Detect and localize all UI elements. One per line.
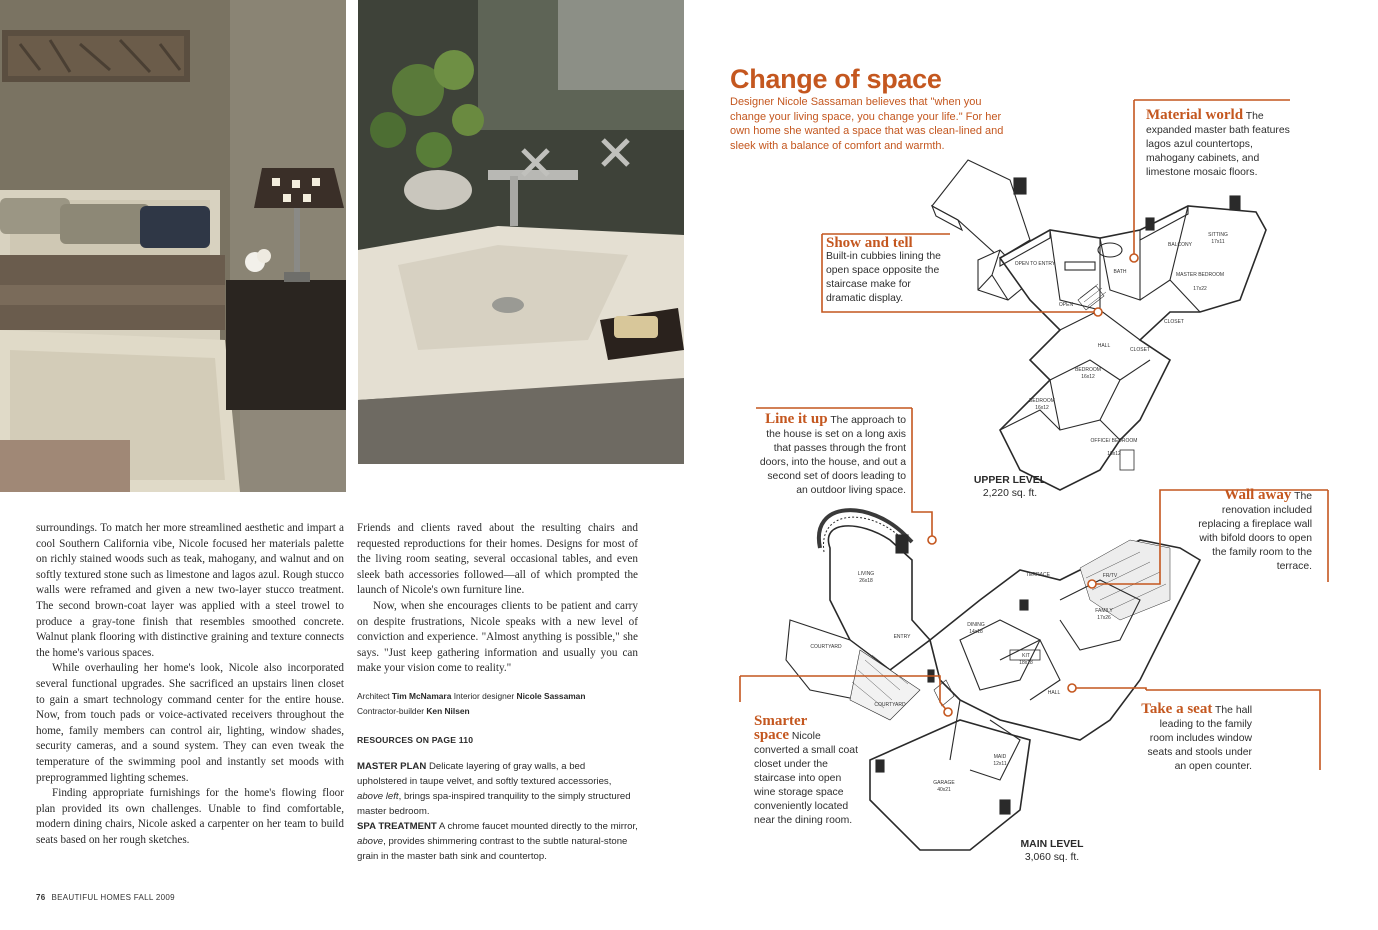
room-label: DINING: [967, 622, 985, 628]
level-size: 2,220 sq. ft.: [982, 488, 1038, 499]
main-level-label: [1002, 838, 1102, 864]
room-label: KIT: [1022, 653, 1030, 659]
upper-level-label: [960, 474, 1060, 500]
room-label: BEDROOM: [1029, 398, 1055, 404]
level-name: UPPER LEVEL: [973, 475, 1047, 486]
room-dimension: 14x18: [969, 629, 983, 635]
callout-title: Material world: [1146, 107, 1244, 123]
leader-line-it-up: [912, 408, 932, 540]
room-label: BALCONY: [1168, 242, 1192, 248]
callout-title: Take a seat: [1141, 701, 1213, 717]
room-dimension: 12x11: [993, 761, 1007, 767]
caption-text: Delicate layering of gray walls, a bed upholstered in taupe velvet, and softly textured accessories,: [357, 760, 612, 787]
caption-text: , brings spa-inspired tranquility to the simply structured master bedroom.: [357, 790, 631, 817]
callout-show-and-tell: [774, 236, 944, 306]
page-footer: [36, 893, 175, 902]
room-label: OPEN TO ENTRY: [1014, 261, 1056, 267]
room-label: FR/TV: [1102, 573, 1118, 579]
caption-master-plan: [357, 759, 638, 819]
caption-label: MASTER PLAN: [357, 760, 427, 772]
room-dimension: 16x12: [1081, 374, 1095, 380]
room-label: SITTING: [1208, 232, 1228, 238]
callout-wall-away: [1186, 488, 1312, 574]
callout-body: The expanded master bath features lagos azul countertops, mahogany cabinets, and limestone mosaic floors.: [1146, 111, 1290, 178]
room-dimension: 17x22: [1193, 286, 1207, 292]
room-label: TERRACE: [1026, 572, 1050, 578]
credits: [357, 689, 638, 719]
room-label: HALL: [1097, 343, 1111, 349]
room-label: ENTRY: [893, 634, 911, 640]
callout-body: Built-in cubbies lining the open space opposite the staircase make for dramatic display.: [826, 251, 941, 304]
builder-name: Ken Nilsen: [426, 705, 470, 716]
caption-text: A chrome faucet mounted directly to the mirror,: [438, 820, 638, 832]
deck-text: Designer Nicole Sassaman believes that "when you change your living space, you change your life." For her own home she wanted a space that was clean-lined and sleek with a balance of comfort and warmth.: [730, 96, 1004, 152]
callout-body: Nicole converted a small coat closet under the staircase into open wine storage space conveniently located near the dining room.: [754, 731, 858, 826]
room-label: BEDROOM: [1075, 367, 1101, 373]
room-label: HALL: [1047, 690, 1061, 696]
room-label: FAMILY: [1095, 608, 1113, 614]
paragraph: surroundings. To match her more streamlined aesthetic and impart a cool Southern California vibe, Nicole focused her materials palette on richly stained woods such as teak, mahogany, and walnut and on softly textured stone such as limestone and lagos azul. Rough stucco walls were reframed and given a new two-layer stucco treatment. The second brown-coat layer was applied with a steel trowel to produce a gray-tone finish that resembles smoothed concrete. Walnut plank flooring with distinctive graining and texture connects the home's various spaces.: [36, 522, 344, 659]
page-title: Change of space: [730, 64, 942, 94]
paragraph: Now, when she encourages clients to be patient and carry on despite frustrations, Nicole speaks with a new level of conviction and experience. "Almost anything is possible," she says. "Just keep gathering information and usually you can make your vision come to reality.": [357, 599, 638, 675]
page-number: 76: [36, 893, 46, 902]
callout-line-it-up: [756, 412, 906, 498]
designer-name: Nicole Sassaman: [516, 690, 586, 701]
builder-label: Contractor-builder: [357, 705, 425, 716]
designer-label: Interior designer: [453, 690, 515, 701]
room-label: COURTYARD: [874, 702, 906, 708]
credits-line-1: [357, 689, 638, 704]
article-column-middle: [357, 521, 638, 864]
callout-body: The renovation included replacing a fireplace wall with bifold doors to open the family room to the terrace.: [1198, 491, 1312, 572]
callout-take-a-seat: [1140, 702, 1252, 774]
room-dimension: 18x18: [1019, 660, 1033, 666]
bedroom-photo-art: [0, 0, 346, 492]
architect-label: Architect: [357, 690, 390, 701]
room-dimension: 26x18: [859, 578, 873, 584]
bathroom-photo: [358, 0, 684, 464]
bedroom-photo: [0, 0, 346, 492]
room-dimension: 17x26: [1097, 615, 1111, 621]
callout-title: Show and tell: [826, 235, 913, 251]
caption-reference: above: [357, 835, 384, 847]
level-size: 3,060 sq. ft.: [1024, 852, 1080, 863]
room-label: COURTYARD: [810, 644, 842, 650]
room-label: GARAGE: [933, 780, 955, 786]
room-label: LIVING: [857, 571, 875, 577]
room-dimension: 16x12: [1107, 451, 1121, 457]
room-label: MASTER BEDROOM: [1175, 272, 1225, 278]
room-label: OPEN: [1058, 302, 1074, 308]
room-label: CLOSET: [1163, 319, 1185, 325]
level-name: MAIN LEVEL: [1020, 839, 1084, 850]
caption-spa-treatment: [357, 819, 638, 864]
room-dimension: 40x21: [937, 787, 951, 793]
caption-text: , provides shimmering contrast to the subtle natural-stone grain in the master bath sink and countertop.: [357, 835, 628, 862]
callout-material-world: [1146, 108, 1296, 180]
callout-title: Smarter: [754, 713, 808, 729]
callout-title-2: space: [754, 727, 789, 743]
architect-name: Tim McNamara: [391, 690, 452, 701]
callout-title: Wall away: [1224, 487, 1292, 503]
callout-title: Line it up: [765, 411, 828, 427]
callout-body: The hall leading to the family room includes window seats and stools under an open counter.: [1147, 705, 1252, 772]
caption-reference: above left: [357, 790, 399, 802]
paragraph: Friends and clients raved about the resulting chairs and requested reproductions for their homes. Designs for most of the living room seating, several occasional tables, and even sleek bath accessories followed—all of which prompted the launch of Nicole's own furniture line.: [357, 522, 638, 597]
bathroom-photo-art: [358, 0, 684, 464]
room-dimension: 16x12: [1035, 405, 1049, 411]
caption-label: SPA TREATMENT: [357, 820, 437, 832]
credits-line-2: [357, 704, 638, 719]
room-label: CLOSET: [1129, 347, 1151, 353]
room-dimension: 17x11: [1211, 239, 1225, 245]
paragraph: Finding appropriate furnishings for the home's flowing floor plan provided its own challenges. Unable to find comfortable, modern dining chairs, Nicole asked a carpenter on her team to build seats based on her rough sketches.: [36, 787, 344, 846]
article-column-left: [36, 521, 344, 848]
callout-smarter-space: [754, 714, 862, 828]
callout-body: The approach to the house is set on a long axis that passes through the front doors, into the house, and out a second set of doors leading to an outdoor living space.: [759, 415, 906, 496]
room-label: MAID: [993, 754, 1007, 760]
publication-name: BEAUTIFUL HOMES FALL 2009: [51, 893, 175, 902]
room-label: OFFICE/ BEDROOM: [1090, 438, 1138, 444]
room-label: BATH: [1113, 269, 1127, 275]
resources-note: RESOURCES ON PAGE 110: [357, 734, 474, 745]
paragraph: While overhauling her home's look, Nicole also incorporated several functional upgrades. She sacrificed an upstairs linen closet to gain a smart technology command center for the entire house. Now, from touch pads or voice-activated receivers throughout the home, family members can control air, lighting, window shades, security cameras, and a sound system. They can even tweak the temperature of the swimming pool and instantly set moods with preprogrammed lighting schemes.: [36, 662, 344, 784]
